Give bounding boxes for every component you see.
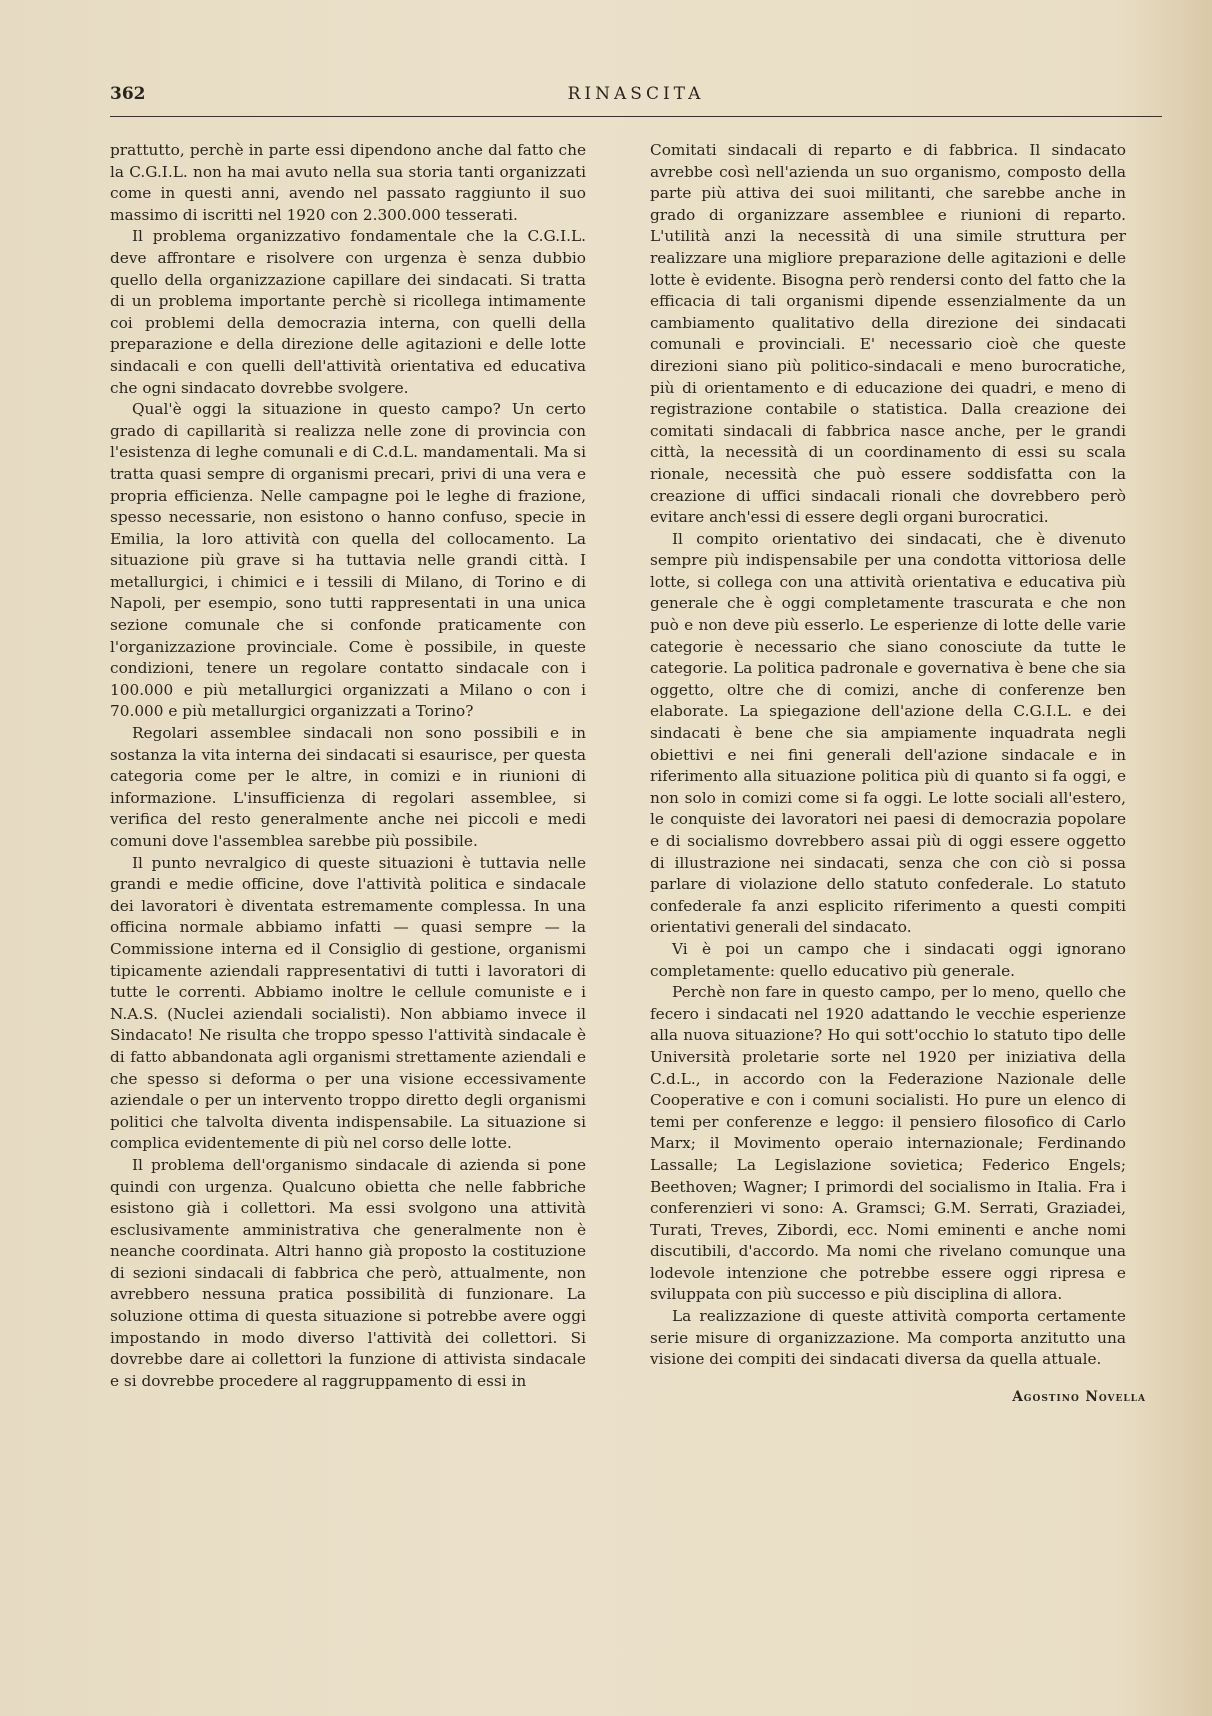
paragraph: prattutto, perchè in parte essi dipendono anche dal fatto che la C.G.I.L. non ha mai avuto nella sua storia tanti organizzati come in questi anni, avendo nel passato raggiunto il suo massimo di iscritti nel 1920 con 2.300.000 tesserati. — [110, 141, 586, 224]
paragraph: Comitati sindacali di reparto e di fabbrica. Il sindacato avrebbe così nell'azienda un suo organismo, composto della parte più attiva dei suoi militanti, che sarebbe anche in grado di organizzare assemblee e riunioni di reparto. L'utilità anzi la necessità di una simile struttura per realizzare una migliore preparazione delle agitazioni e delle lotte è evidente. Bisogna però rendersi conto del fatto che la efficacia di tali organismi dipende essenzialmente da un cambiamento qualitativo della direzione dei sindacati comunali e provinciali. E' necessario cioè che queste direzioni siano più politico-sindacali e meno burocratiche, più di orientamento e di educazione dei quadri, e meno di registrazione contabile o statistica. Dalla creazione dei comitati sindacali di fabbrica nasce anche, per le grandi città, la necessità di un coordinamento di essi su scala rionale, necessità che può essere soddisfatta con la creazione di uffici sindacali rionali che dovrebbero però evitare anch'essi di essere degli organi burocratici. — [650, 141, 1126, 527]
paragraph: Vi è poi un campo che i sindacati oggi ignorano completamente: quello educativo più generale. — [650, 939, 1126, 980]
running-header — [110, 84, 1162, 112]
paragraph: Qual'è oggi la situazione in questo campo? Un certo grado di capillarità si realizza nelle zone di provincia con l'esistenza di leghe comunali e di C.d.L. mandamentali. Ma si tratta quasi sempre di organismi precari, privi di una vera e propria efficienza. Nelle campagne poi le leghe di frazione, spesso necessarie, non esistono o hanno confuso, specie in Emilia, la loro attività con quella del collocamento. La situazione più grave si ha tuttavia nelle grandi città. I metallurgici, i chimici e i tessili di Milano, di Torino e di Napoli, per esempio, sono tutti rappresentati in una unica sezione comunale che si confonde praticamente con l'organizzazione provinciale. Come è possibile, in queste condizioni, tenere un regolare contatto sindacale con i 100.000 e più metallurgici organizzati a Milano o con i 70.000 e più metallurgici organizzati a Torino? — [110, 400, 586, 721]
paragraph: Il problema dell'organismo sindacale di azienda si pone quindi con urgenza. Qualcuno obietta che nelle fabbriche esistono già i collettori. Ma essi svolgono una attività esclusivamente amministrativa che generalmente non è neanche coordinata. Altri hanno già proposto la costituzione di sezioni sindacali di fabbrica che però, attualmente, non avrebbero nessuna pratica possibilità di funzionare. La soluzione ottima di questa situazione si potrebbe avere oggi impostando in modo diverso l'attività dei collettori. Si dovrebbe dare ai collettori la funzione di attivista sindacale e si dovrebbe procedere al raggruppamento di essi in — [110, 1155, 586, 1390]
left-column — [110, 140, 586, 1392]
paragraph: Il problema organizzativo fondamentale che la C.G.I.L. deve affrontare e risolvere con urgenza è senza dubbio quello della organizzazione capillare dei sindacati. Si tratta di un problema importante perchè si ricollega intimamente coi problemi della democrazia interna, con quelli della preparazione e della direzione delle agitazioni e delle lotte sindacali e con quelli dell'attività orientativa ed educativa che ogni sindacato dovrebbe svolgere. — [110, 227, 586, 397]
paragraph: Regolari assemblee sindacali non sono possibili e in sostanza la vita interna dei sindacati si esaurisce, per questa categoria come per le altre, in comizi e in riunioni di informazione. L'insufficienza di regolari assemblee, si verifica del resto generalmente anche nei piccoli e medi comuni dove l'assemblea sarebbe più possibile. — [110, 724, 586, 850]
journal-title: RINASCITA — [567, 84, 705, 104]
paragraph: Perchè non fare in questo campo, per lo meno, quello che fecero i sindacati nel 1920 adattando le vecchie esperienze alla nuova situazione? Ho qui sott'occhio lo statuto tipo delle Università proletarie sorte nel 1920 per iniziativa della C.d.L., in accordo con la Federazione Nazionale delle Cooperative e con i comuni socialisti. Ho pure un elenco di temi per conferenze e leggo: il pensiero filosofico di Carlo Marx; il Movimento operaio internazionale; Ferdinando Lassalle; La Legislazione sovietica; Federico Engels; Beethoven; Wagner; I primordi del socialismo in Italia. Fra i conferenzieri vi sono: A. Gramsci; G.M. Serrati, Graziadei, Turati, Treves, Zibordi, ecc. Nomi eminenti e anche nomi discutibili, d'accordo. Ma nomi che rivelano comunque una lodevole intenzione che potrebbe essere oggi ripresa e sviluppata con più successo e più disciplina di allora. — [650, 983, 1126, 1304]
page-number: 362 — [110, 84, 146, 104]
author-signature: Agostino Novella — [1012, 1389, 1146, 1405]
right-column — [650, 140, 1126, 1371]
paragraph: La realizzazione di queste attività comporta certamente serie misure di organizzazione. Ma comporta anzitutto una visione dei compiti dei sindacati diversa da quella attuale. — [650, 1307, 1126, 1369]
header-rule — [110, 116, 1162, 117]
paragraph: Il punto nevralgico di queste situazioni è tuttavia nelle grandi e medie officine, dove l'attività politica e sindacale dei lavoratori è diventata estremamente complessa. In una officina normale abbiamo infatti — quasi sempre — la Commissione interna ed il Consiglio di gestione, organismi tipicamente aziendali rappresentativi di tutti i lavoratori di tutte le correnti. Abbiamo inoltre le cellule comuniste e i N.A.S. (Nuclei aziendali socialisti). Non abbiamo invece il Sindacato! Ne risulta che troppo spesso l'attività sindacale è di fatto abbandonata agli organismi strettamente aziendali e che spesso si deforma o per una visione eccessivamente aziendale o per un intervento troppo diretto degli organismi politici che talvolta diventa indispensabile. La situazione si complica evidentemente di più nel corso delle lotte. — [110, 853, 586, 1153]
paragraph: Il compito orientativo dei sindacati, che è divenuto sempre più indispensabile per una condotta vittoriosa delle lotte, si collega con una attività orientativa e educativa più generale che è oggi completamente trascurata e che non può e non deve più esserlo. Le esperienze di lotte delle varie categorie è necessario che siano conosciute da tutte le categorie. La politica padronale e governativa è bene che sia oggetto, oltre che di comizi, anche di conferenze ben elaborate. La spiegazione dell'azione della C.G.I.L. e dei sindacati è bene che sia ampiamente inquadrata negli obiettivi e nei fini generali dell'azione sindacale e in riferimento alla situazione politica più di quanto si fa oggi, e non solo in comizi come si fa oggi. Le lotte sociali all'estero, le conquiste dei lavoratori nei paesi di democrazia popolare e di socialismo dovrebbero assai più di oggi essere oggetto di illustrazione nei sindacati, senza che con ciò si possa parlare di violazione dello statuto confederale. Lo statuto confederale fa anzi esplicito riferimento a questi compiti orientativi generali del sindacato. — [650, 529, 1126, 937]
